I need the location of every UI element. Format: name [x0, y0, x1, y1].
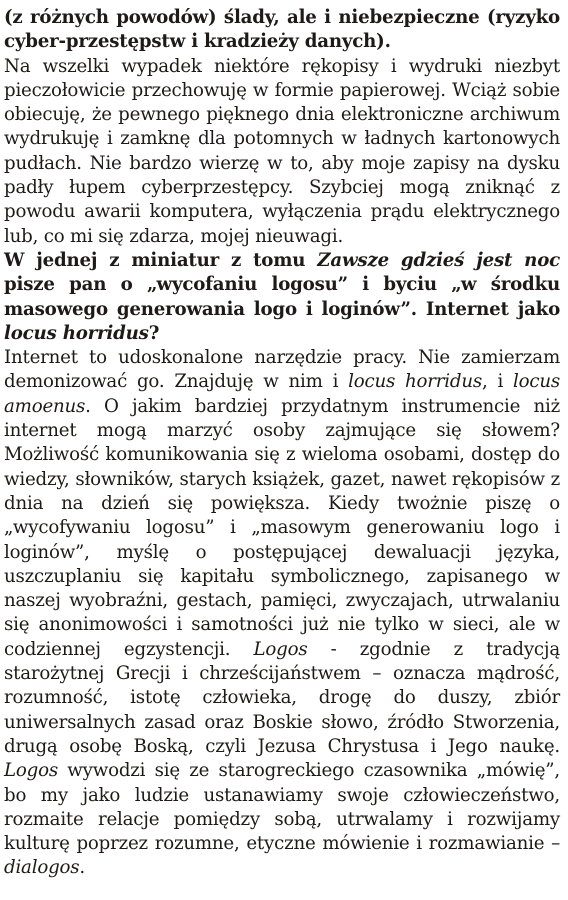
answer-text-i: wywodzi się ze starogreckiego czasownika „mówię”, bo my jako ludzie ustanawiamy swoje człowieczeństwo, rozmaite relacje pomiędzy sobą, utrwalamy i rozwijamy kulturę poprzez rozumne, etyczne mówienie i rozmawianie – — [4, 760, 560, 855]
question-text-b: pisze pan o „wycofaniu logosu” i byciu „w środku masowego generowania logo i loginów”. Internet jako — [4, 274, 560, 320]
latin-term-horridus: locus horridus — [348, 371, 482, 393]
latin-term: locus horridus — [4, 322, 149, 344]
book-title: Zawsze gdzieś jest noc — [317, 249, 560, 271]
answer-paragraph-2 — [4, 346, 560, 881]
interview-question — [4, 249, 560, 346]
answer-text-k: . — [79, 857, 85, 879]
logos-term: Logos — [253, 638, 308, 660]
answer-text-e: . O jakim bardziej przydatnym instrumencie niż internet mogą marzyć osoby zajmujące się słowem? Możliwość komunikowania się z wieloma osobami, dostęp do wiedzy, słowników, starych książek, gazet, nawet rękopisów z dnia na dzień się powiększa. Kiedy twożnie piszę o „wycofywaniu logosu” i „masowym generowaniu logo i loginów”, myślę o postępującej dewaluacji języka, uszczuplaniu się kapitału symbolicznego, zapisanego w naszej wyobraźni, gestach, pamięci, zwyczajach, utrwalaniu się anonimowości i samotności już nie tylko w sieci, ale w codziennej egzystencji. — [4, 395, 560, 660]
question-fragment: (z różnych powodów) ślady, ale i niebezpieczne (ryzyko cyber-przestępstw i kradzieży danych). — [4, 7, 560, 53]
answer-text-g: - zgodnie z tradycją starożytnej Grecji i chrześcijaństwem – oznacza mądrość, rozumność, istotę człowieka, drogę do duszy, zbiór uniwersalnych zasad oraz Boskie słowo, źródło Stworzenia, drugą osobę Boską, czyli Jezusa Chrystusa i Jego naukę. — [4, 638, 560, 757]
dialogos-term: dialogos — [4, 857, 80, 879]
answer-paragraph-1: Na wszelki wypadek niektóre rękopisy i wydruki niezbyt pieczołowicie przechowuję w formie papierowej. Wciąż sobie obiecuję, że pewnego pięknego dnia elektroniczne archiwum wydrukuję i zamknę dla potomnych w ładnych kartonowych pudłach. Nie bardzo wierzę w to, aby moje zapisy na dysku padły łupem cyberprzestępcy. Szybciej mogą zniknąć z powodu awarii komputera, wyłączenia prądu elektrycznego lub, co mi się zdarza, mojej nieuwagi. — [4, 55, 560, 247]
logos-term-2: Logos — [4, 760, 58, 782]
question-text-a: W jednej z miniatur z tomu — [4, 249, 318, 271]
question-text-c: ? — [148, 322, 160, 344]
answer-text-c: , i — [481, 371, 513, 393]
latin-term-amoenus: locus amoenus — [4, 371, 560, 417]
answer-text-a: Internet to udoskonalone narzędzie pracy. Nie zamierzam demonizować go. Znajduję w nim i — [4, 347, 560, 393]
